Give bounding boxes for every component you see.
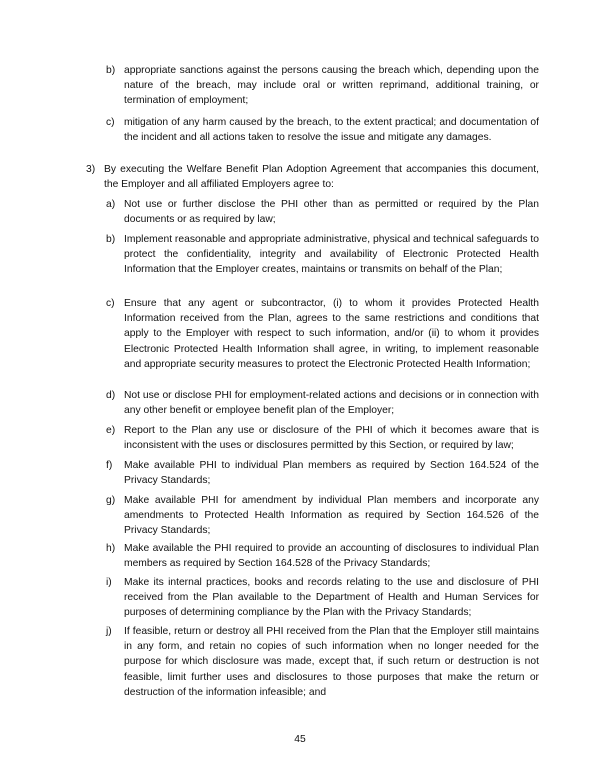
list-item-text: Make its internal practices, books and records relating to the use and disclosure of PHI received from the Plan available to the Department of Health and Human Services for purposes of determining compliance by the Plan with the Privacy Standards; — [124, 577, 539, 619]
list-marker: c) — [106, 298, 115, 309]
list-marker: c) — [106, 117, 115, 128]
list-item-text: Ensure that any agent or subcontractor, (i) to whom it provides Protected Health Information received from the Plan, agrees to the same restrictions and conditions that apply to the Employer with respect to such information, and/or (ii) to whom it provides Electronic Protected Health Information shall agree, in writing, to implement reasonable and appropriate security measures to protect the Electronic Protected Health Information; — [124, 298, 539, 370]
list-item-text: Make available PHI to individual Plan members as required by Section 164.524 of the Privacy Standards; — [124, 460, 539, 487]
list-item-text: Make available PHI for amendment by individual Plan members and incorporate any amendments to Protected Health Information as required by Section 164.526 of the Privacy Standards; — [124, 495, 539, 537]
list-item-text: Not use or further disclose the PHI other than as permitted or required by the Plan documents or as required by law; — [124, 199, 539, 226]
list-item-text: mitigation of any harm caused by the breach, to the extent practical; and documentation of the incident and all actions taken to resolve the issue and mitigate any damages. — [124, 117, 539, 144]
list-marker: g) — [106, 495, 116, 506]
list-item-text: Make available the PHI required to provide an accounting of disclosures to individual Plan members as required by Section 164.528 of the Privacy Standards; — [124, 543, 539, 570]
list-marker: 3) — [86, 164, 96, 175]
list-marker: e) — [106, 425, 116, 436]
list-item-text: Report to the Plan any use or disclosure of the PHI of which it becomes aware that is inconsistent with the uses or disclosures permitted by this Section, or required by law; — [124, 425, 539, 452]
list-marker: d) — [106, 390, 116, 401]
list-item-text: Implement reasonable and appropriate administrative, physical and technical safeguards to protect the confidentiality, integrity and availability of Electronic Protected Health Information that the Employer creates, maintains or transmits on behalf of the Plan; — [124, 234, 539, 276]
list-item-text: Not use or disclose PHI for employment-related actions and decisions or in connection with any other benefit or employee benefit plan of the Employer; — [124, 390, 539, 417]
list-marker: i) — [106, 577, 112, 588]
list-marker: b) — [106, 234, 116, 245]
list-marker: h) — [106, 543, 116, 554]
list-item-text: By executing the Welfare Benefit Plan Adoption Agreement that accompanies this document, the Employer and all affiliated Employers agree to: — [104, 164, 539, 191]
list-marker: f) — [106, 460, 113, 471]
list-item-text: If feasible, return or destroy all PHI received from the Plan that the Employer still maintains in any form, and retain no copies of such information when no longer needed for the purpose for which disclosure was made, except that, if such return or destruction is not feasible, limit further uses and disclosures to those purposes that make the return or destruction of the information infeasible; and — [124, 626, 539, 698]
list-item-text: appropriate sanctions against the persons causing the breach which, depending upon the nature of the breach, may include oral or written reprimand, additional training, or termination of employment; — [124, 65, 539, 107]
list-marker: j) — [106, 626, 112, 637]
list-marker: b) — [106, 65, 116, 76]
list-marker: a) — [106, 199, 116, 210]
page-number: 45 — [294, 734, 306, 745]
